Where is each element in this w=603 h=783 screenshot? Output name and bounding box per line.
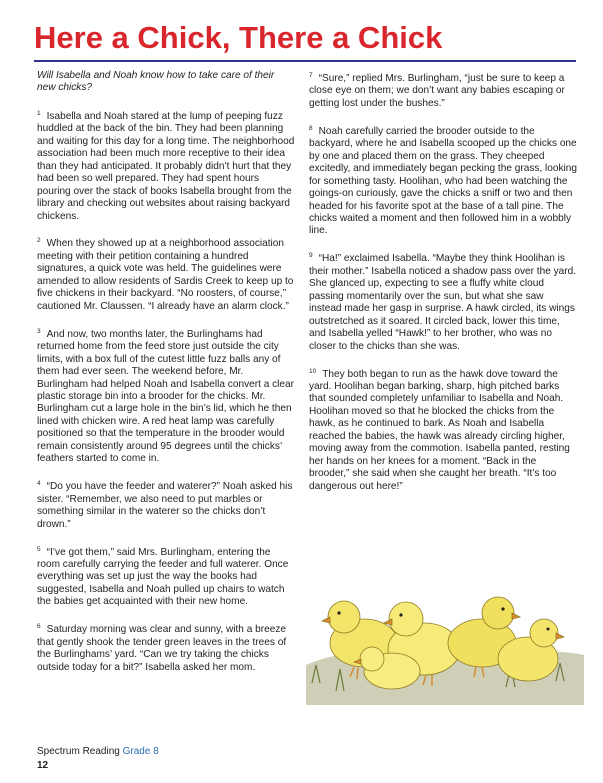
paragraph-text: “Sure,” replied Mrs. Burlingham, “just be sure to keep a close eye on them; we don’t want any babies escaping or getting lost under the bushes.” — [309, 73, 565, 109]
paragraph-number: 8 — [309, 124, 313, 132]
paragraph-text: “I’ve got them,” said Mrs. Burlingham, entering the room carefully carrying the feeder and full waterer. Once everything was set up just the way the books had suggested, Isabella and Noah pulled up chairs to watch the babies get acquainted with their new home. — [37, 546, 289, 608]
series-label: Spectrum Reading — [37, 746, 123, 757]
paragraph-text: “Do you have the feeder and waterer?” Noah asked his sister. “Remember, we also need to put marbles or something similar in the waterer so the chicks don’t drown.” — [37, 481, 293, 530]
paragraph-text: They both began to run as the hawk dove toward the yard. Hoolihan began barking, sharp, high pitched barks that sounded completely unfamiliar to Isabella and Noah. Hoolihan moved so that he blocked the chicks from the hawk, as he continued to bark. As Noah and Isabella reached the babies, the hawk was already circling higher, moving away from the commotion. Isabella panted, resting her hands on her knees for a moment. “Back in the brooder,” she said when she caught her breath. “It’s too dangerous out here!” — [309, 368, 570, 492]
paragraph-number: 2 — [37, 237, 41, 245]
paragraph-4 — [37, 478, 295, 531]
title-rule — [34, 60, 576, 62]
paragraph-7 — [309, 70, 577, 110]
paragraph-number: 7 — [309, 72, 313, 79]
paragraph-6 — [37, 621, 295, 674]
paragraph-number: 9 — [309, 252, 313, 260]
paragraph-text: “Ha!” exclaimed Isabella. “Maybe they think Hoolihan is their mother.” Isabella noticed a shadow pass over the yard. She glanced up, expecting to see a fluffy white cloud passing momentarily over the sun, but what she saw instead made her gasp in surprise. A hawk circled, its wings outstretched as it soared. It circled back, lower this time, and Isabella yelled “Hawk!” to her brother, who was no closer to the chicks than she was. — [309, 253, 577, 352]
page-number: 12 — [37, 760, 49, 771]
grade-label: Grade 8 — [122, 746, 159, 757]
paragraph-9 — [309, 250, 577, 353]
paragraph-number: 1 — [37, 109, 41, 117]
page-title: Here a Chick, There a Chick — [34, 20, 443, 55]
paragraph-2 — [37, 235, 295, 313]
chicks-illustration — [306, 555, 584, 705]
paragraph-number: 6 — [37, 623, 41, 631]
right-column — [309, 70, 577, 506]
footer-series — [37, 745, 159, 758]
paragraph-text: Isabella and Noah stared at the lump of peeping fuzz huddled at the back of the bin. They had been planning and waiting for this day for a long time. The neighborhood association had been much more receptive to their idea than they had anticipated. It probably didn’t hurt that they had been so well prepared. They had spent hours pouring over the stack of books Isabella brought from the library and checking out websites about raising backyard chickens. — [37, 110, 295, 222]
paragraph-number: 3 — [37, 327, 41, 335]
paragraph-text: And now, two months later, the Burlinghams had returned home from the feed store just outside the city limits, with a box full of the cutest little fuzz balls any of them had ever seen. The weekend before, Mr. Burlingham had helped Noah and Isabella convert a clear plastic storage bin into a brooder for the chicks. Mr. Burlingham cut a large hole in the bin’s lid, which he then lined with chicken wire. A red heat lamp was carefully positioned so that the temperature in the brooder would remain consistently around 95 degrees until the chicks’ feathers started to come in. — [37, 328, 294, 465]
paragraph-number: 5 — [37, 545, 41, 553]
intro-question: Will Isabella and Noah know how to take care of their new chicks? — [37, 70, 275, 94]
paragraph-number: 10 — [309, 367, 317, 375]
paragraph-text: Saturday morning was clear and sunny, with a breeze that gently shook the tender green leaves in the trees of the Burlinghams’ yard. “Can we try taking the chicks outside today for a bit?” Isabella asked her mom. — [37, 624, 287, 673]
left-column — [37, 70, 295, 687]
paragraph-8 — [309, 123, 577, 238]
paragraph-text: When they showed up at a neighborhood association meeting with their petition containing a hundred signatures, a quick vote was held. The guidelines were amended to allow residents of Sardis Creek to keep up to five chickens in their backyard. “No roosters, of course,” cautioned Mr. Claussen. “I already have an alarm clock.” — [37, 238, 294, 312]
paragraph-10 — [309, 366, 577, 494]
paragraph-1 — [37, 108, 295, 223]
paragraph-5 — [37, 544, 295, 609]
paragraph-3 — [37, 326, 295, 466]
paragraph-text: Noah carefully carried the brooder outside to the backyard, where he and Isabella scooped up the chicks one by one and placed them on the grass. They cheeped excitedly, and immediately began pecking the grass, looking for something tasty. Hoolihan, who had been watching the goings-on curiously, gave the chicks a sniff or two and then headed for his favorite spot at the base of a tall pine. The chicks waited a moment and then followed him in a wobbly line. — [309, 125, 578, 237]
paragraph-number: 4 — [37, 480, 41, 488]
